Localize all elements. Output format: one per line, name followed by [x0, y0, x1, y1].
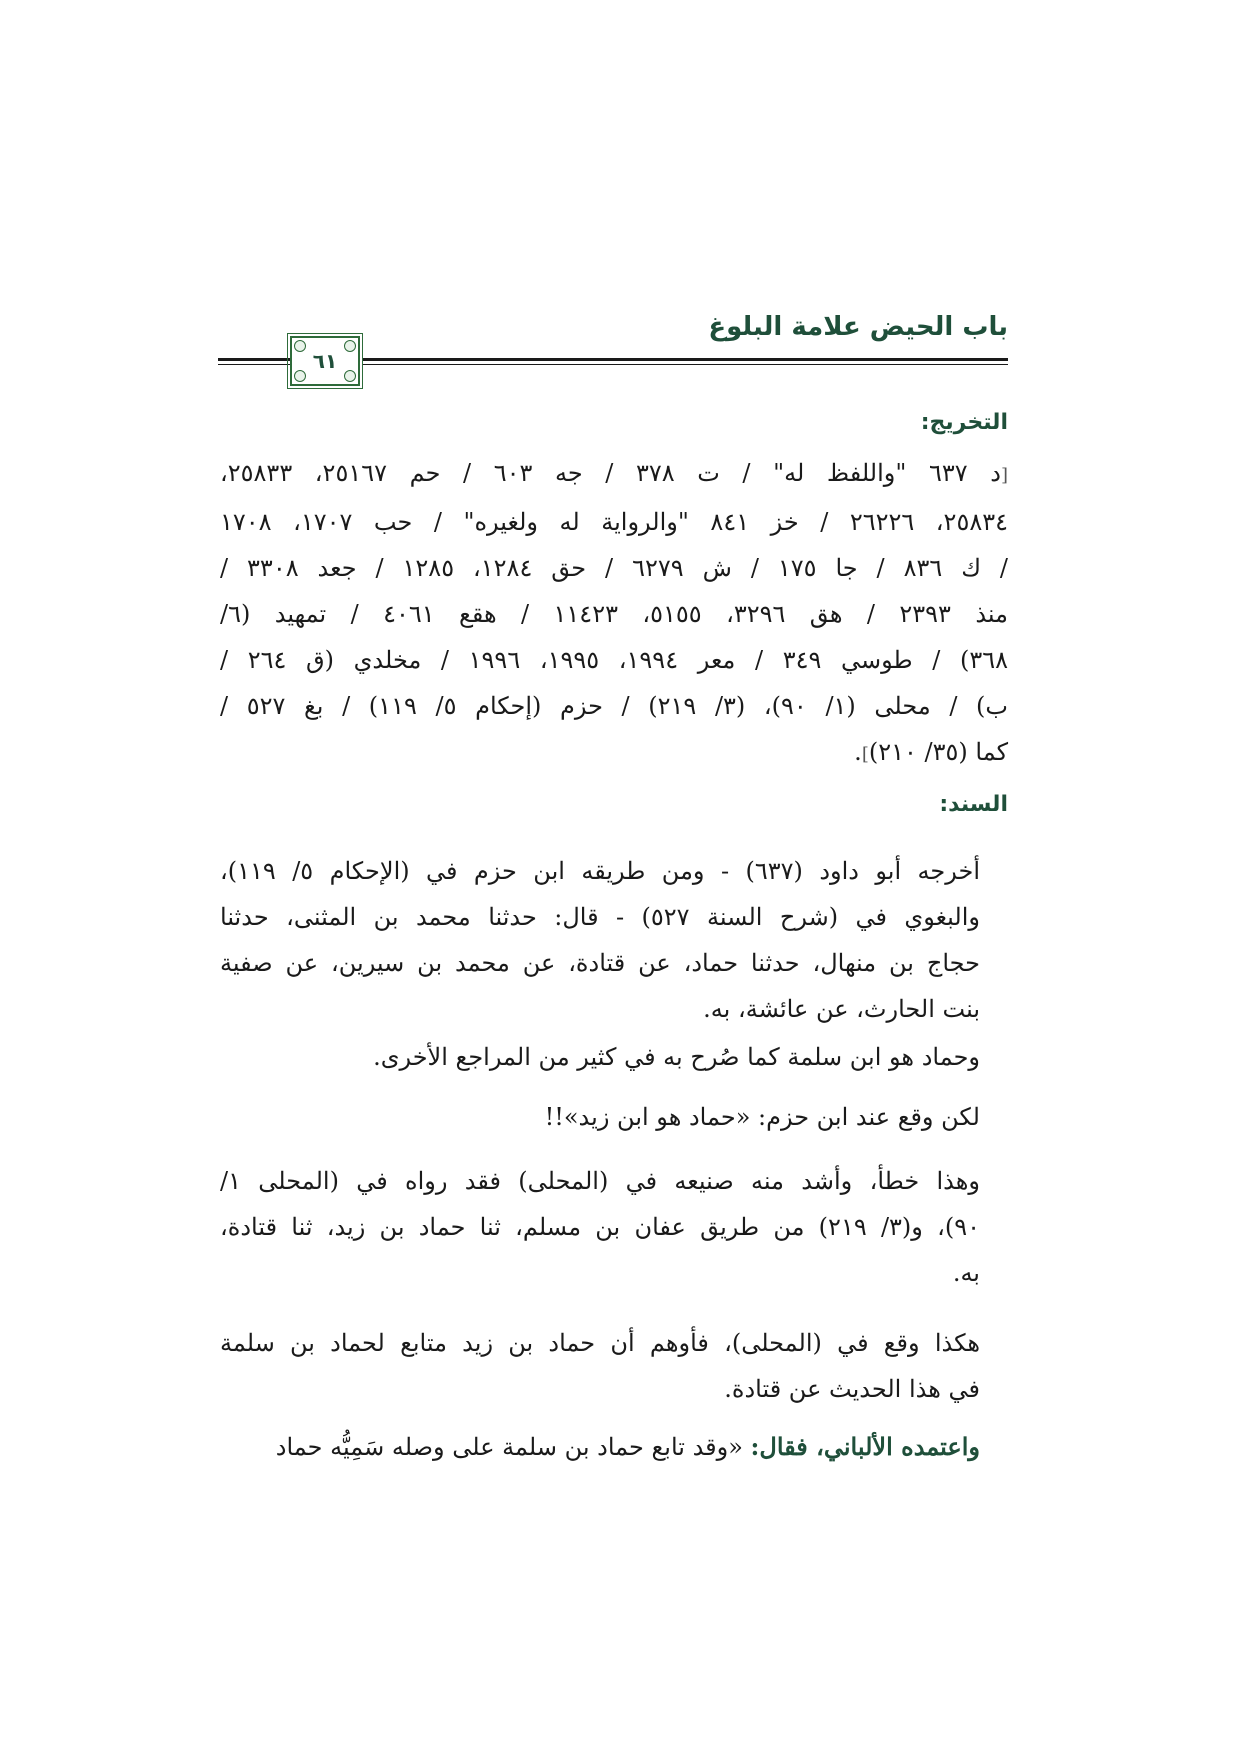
sanad-paragraph-4: وهذا خطأ، وأشد منه صنيعه في (المحلى) فقد رواه في (المحلى ١/ ٩٠)، و(٣/ ٢١٩) من طريق عفان بن مسلم، ثنا حماد بن زيد، ثنا قتادة، به. [220, 1167, 980, 1287]
sanad-paragraph-6: واعتمده الألباني، فقال: «وقد تابع حماد بن سلمة على وصله سَمِيُّه حماد [275, 1432, 980, 1461]
takhrij-line: [د ٦٣٧ "واللفظ له" / ت ٣٧٨ / جه ٦٠٣ / حم ٢٥١٦٧، ٢٥٨٣٣، [220, 459, 1008, 487]
header-rule [363, 358, 1008, 361]
ornament-icon [344, 340, 356, 352]
running-title: باب الحيض علامة البلوغ [708, 312, 1008, 342]
takhrij-line: كما (٣٥/ ٢١٠)]. [854, 738, 1008, 766]
sanad-paragraph-3: لكن وقع عند ابن حزم: «حماد هو ابن زيد»!! [544, 1103, 980, 1131]
ornament-icon [344, 370, 356, 382]
takhrij-heading: التخريج: [920, 410, 1008, 435]
albani-lead: واعتمده الألباني، فقال: [750, 1432, 980, 1461]
takhrij-line: منذ ٢٣٩٣ / هق ٣٢٩٦، ٥١٥٥، ١١٤٢٣ / هقع ٤٠٦١ / تمهيد (٦/ [220, 600, 1009, 628]
open-bracket: [ [1000, 465, 1008, 486]
page-header [218, 300, 1008, 390]
takhrij-line: ٢٥٨٣٤، ٢٦٢٢٦ / خز ٨٤١ "والرواية له ولغيره" / حب ١٧٠٧، ١٧٠٨ [220, 508, 1008, 536]
sanad-paragraph-5: هكذا وقع في (المحلى)، فأوهم أن حماد بن زيد متابع لحماد بن سلمة في هذا الحديث عن قتادة. [220, 1329, 980, 1403]
close-bracket: ] [861, 744, 869, 765]
ornament-icon [294, 370, 306, 382]
takhrij-line: ٣٦٨) / طوسي ٣٤٩ / معر ١٩٩٤، ١٩٩٥، ١٩٩٦ / مخلدي (ق ٢٦٤ / [220, 646, 1009, 674]
takhrij-block [220, 450, 1008, 778]
page-number-frame [290, 336, 360, 386]
sanad-paragraph-1: أخرجه أبو داود (٦٣٧) - ومن طريقه ابن حزم في (الإحكام ٥/ ١١٩)، والبغوي في (شرح السنة ٥٢٧) - قال: حدثنا محمد بن المثنى، حدثنا حجاج بن منهال، حدثنا حماد، عن قتادة، عن محمد بن سيرين، عن صفية بنت الحارث، عن عائشة، به. [220, 857, 981, 1023]
header-rule-left-thin [218, 364, 290, 365]
takhrij-line: ب) / محلى (١/ ٩٠)، (٣/ ٢١٩) / حزم (إحكام ٥/ ١١٩) / بغ ٥٢٧ / [220, 692, 1009, 720]
ornament-icon [294, 340, 306, 352]
header-rule-thin [363, 364, 1008, 365]
page-number: ٦١ [312, 349, 338, 373]
sanad-paragraph-2: وحماد هو ابن سلمة كما صُرح به في كثير من المراجع الأخرى. [373, 1043, 980, 1071]
takhrij-line: / ك ٨٣٦ / جا ١٧٥ / ش ٦٢٧٩ / حق ١٢٨٤، ١٢٨٥ / جعد ٣٣٠٨ / [220, 554, 1009, 582]
sanad-heading: السند: [939, 792, 1008, 817]
header-rule-left [218, 358, 290, 361]
